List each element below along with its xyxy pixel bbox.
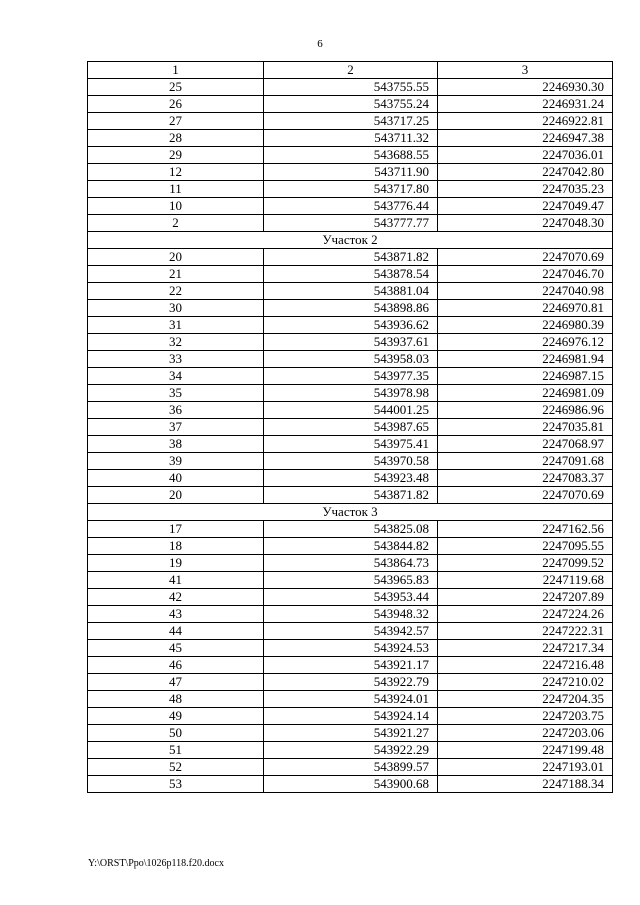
y-coordinate-cell: 2246970.81 bbox=[438, 300, 613, 317]
table-row bbox=[88, 334, 613, 351]
x-coordinate-cell: 543975.41 bbox=[264, 436, 438, 453]
x-coordinate-cell: 543717.25 bbox=[264, 113, 438, 130]
x-coordinate-cell: 543924.53 bbox=[264, 640, 438, 657]
section-label: Участок 3 bbox=[88, 504, 613, 521]
y-coordinate-cell: 2247203.75 bbox=[438, 708, 613, 725]
table-row bbox=[88, 266, 613, 283]
point-number-cell: 33 bbox=[88, 351, 264, 368]
y-coordinate-cell: 2247036.01 bbox=[438, 147, 613, 164]
section-header-row bbox=[88, 504, 613, 521]
x-coordinate-cell: 544001.25 bbox=[264, 402, 438, 419]
table-header-row bbox=[88, 62, 613, 79]
y-coordinate-cell: 2247188.34 bbox=[438, 776, 613, 793]
point-number-cell: 21 bbox=[88, 266, 264, 283]
point-number-cell: 30 bbox=[88, 300, 264, 317]
point-number-cell: 48 bbox=[88, 691, 264, 708]
y-coordinate-cell: 2246976.12 bbox=[438, 334, 613, 351]
point-number-cell: 32 bbox=[88, 334, 264, 351]
y-coordinate-cell: 2247207.89 bbox=[438, 589, 613, 606]
y-coordinate-cell: 2247042.80 bbox=[438, 164, 613, 181]
x-coordinate-cell: 543937.61 bbox=[264, 334, 438, 351]
y-coordinate-cell: 2247035.23 bbox=[438, 181, 613, 198]
y-coordinate-cell: 2247046.70 bbox=[438, 266, 613, 283]
table-body bbox=[88, 79, 613, 793]
x-coordinate-cell: 543921.27 bbox=[264, 725, 438, 742]
y-coordinate-cell: 2247217.34 bbox=[438, 640, 613, 657]
point-number-cell: 53 bbox=[88, 776, 264, 793]
y-coordinate-cell: 2247070.69 bbox=[438, 487, 613, 504]
table-row bbox=[88, 521, 613, 538]
x-coordinate-cell: 543922.29 bbox=[264, 742, 438, 759]
table-row bbox=[88, 657, 613, 674]
x-coordinate-cell: 543711.32 bbox=[264, 130, 438, 147]
table-row bbox=[88, 300, 613, 317]
y-coordinate-cell: 2247216.48 bbox=[438, 657, 613, 674]
y-coordinate-cell: 2247049.47 bbox=[438, 198, 613, 215]
y-coordinate-cell: 2246981.94 bbox=[438, 351, 613, 368]
point-number-cell: 31 bbox=[88, 317, 264, 334]
point-number-cell: 2 bbox=[88, 215, 264, 232]
point-number-cell: 20 bbox=[88, 249, 264, 266]
point-number-cell: 47 bbox=[88, 674, 264, 691]
y-coordinate-cell: 2246930.30 bbox=[438, 79, 613, 96]
table-row bbox=[88, 725, 613, 742]
x-coordinate-cell: 543898.86 bbox=[264, 300, 438, 317]
point-number-cell: 38 bbox=[88, 436, 264, 453]
table-row bbox=[88, 215, 613, 232]
x-coordinate-cell: 543923.48 bbox=[264, 470, 438, 487]
y-coordinate-cell: 2246947.38 bbox=[438, 130, 613, 147]
point-number-cell: 41 bbox=[88, 572, 264, 589]
x-coordinate-cell: 543958.03 bbox=[264, 351, 438, 368]
y-coordinate-cell: 2247040.98 bbox=[438, 283, 613, 300]
point-number-cell: 28 bbox=[88, 130, 264, 147]
x-coordinate-cell: 543924.01 bbox=[264, 691, 438, 708]
point-number-cell: 29 bbox=[88, 147, 264, 164]
point-number-cell: 27 bbox=[88, 113, 264, 130]
header-cell-1: 1 bbox=[88, 62, 264, 79]
header-cell-3: 3 bbox=[438, 62, 613, 79]
x-coordinate-cell: 543899.57 bbox=[264, 759, 438, 776]
point-number-cell: 51 bbox=[88, 742, 264, 759]
x-coordinate-cell: 543755.24 bbox=[264, 96, 438, 113]
x-coordinate-cell: 543871.82 bbox=[264, 249, 438, 266]
y-coordinate-cell: 2247199.48 bbox=[438, 742, 613, 759]
x-coordinate-cell: 543871.82 bbox=[264, 487, 438, 504]
point-number-cell: 20 bbox=[88, 487, 264, 504]
point-number-cell: 18 bbox=[88, 538, 264, 555]
x-coordinate-cell: 543711.90 bbox=[264, 164, 438, 181]
y-coordinate-cell: 2247095.55 bbox=[438, 538, 613, 555]
table-row bbox=[88, 402, 613, 419]
table-row bbox=[88, 487, 613, 504]
y-coordinate-cell: 2247222.31 bbox=[438, 623, 613, 640]
table-row bbox=[88, 589, 613, 606]
x-coordinate-cell: 543900.68 bbox=[264, 776, 438, 793]
y-coordinate-cell: 2247091.68 bbox=[438, 453, 613, 470]
y-coordinate-cell: 2247119.68 bbox=[438, 572, 613, 589]
x-coordinate-cell: 543825.08 bbox=[264, 521, 438, 538]
point-number-cell: 17 bbox=[88, 521, 264, 538]
table-row bbox=[88, 708, 613, 725]
y-coordinate-cell: 2247193.01 bbox=[438, 759, 613, 776]
point-number-cell: 26 bbox=[88, 96, 264, 113]
x-coordinate-cell: 543717.80 bbox=[264, 181, 438, 198]
x-coordinate-cell: 543970.58 bbox=[264, 453, 438, 470]
y-coordinate-cell: 2246987.15 bbox=[438, 368, 613, 385]
table-row bbox=[88, 640, 613, 657]
y-coordinate-cell: 2247224.26 bbox=[438, 606, 613, 623]
table-row bbox=[88, 470, 613, 487]
header-cell-2: 2 bbox=[264, 62, 438, 79]
x-coordinate-cell: 543924.14 bbox=[264, 708, 438, 725]
x-coordinate-cell: 543953.44 bbox=[264, 589, 438, 606]
table-row bbox=[88, 181, 613, 198]
y-coordinate-cell: 2247162.56 bbox=[438, 521, 613, 538]
y-coordinate-cell: 2246981.09 bbox=[438, 385, 613, 402]
page-number: 6 bbox=[317, 38, 323, 50]
table-row bbox=[88, 555, 613, 572]
point-number-cell: 34 bbox=[88, 368, 264, 385]
point-number-cell: 36 bbox=[88, 402, 264, 419]
point-number-cell: 39 bbox=[88, 453, 264, 470]
coordinates-table bbox=[87, 61, 613, 793]
point-number-cell: 52 bbox=[88, 759, 264, 776]
x-coordinate-cell: 543777.77 bbox=[264, 215, 438, 232]
y-coordinate-cell: 2247204.35 bbox=[438, 691, 613, 708]
point-number-cell: 44 bbox=[88, 623, 264, 640]
x-coordinate-cell: 543878.54 bbox=[264, 266, 438, 283]
y-coordinate-cell: 2247083.37 bbox=[438, 470, 613, 487]
y-coordinate-cell: 2246922.81 bbox=[438, 113, 613, 130]
point-number-cell: 42 bbox=[88, 589, 264, 606]
file-path-footer: Y:\ORST\Ppo\1026p118.f20.docx bbox=[88, 858, 224, 869]
table-row bbox=[88, 674, 613, 691]
y-coordinate-cell: 2247210.02 bbox=[438, 674, 613, 691]
x-coordinate-cell: 543922.79 bbox=[264, 674, 438, 691]
point-number-cell: 45 bbox=[88, 640, 264, 657]
point-number-cell: 10 bbox=[88, 198, 264, 215]
x-coordinate-cell: 543921.17 bbox=[264, 657, 438, 674]
y-coordinate-cell: 2246931.24 bbox=[438, 96, 613, 113]
point-number-cell: 46 bbox=[88, 657, 264, 674]
table-row bbox=[88, 776, 613, 793]
table-row bbox=[88, 606, 613, 623]
table-row bbox=[88, 419, 613, 436]
table-row bbox=[88, 368, 613, 385]
point-number-cell: 25 bbox=[88, 79, 264, 96]
x-coordinate-cell: 543987.65 bbox=[264, 419, 438, 436]
y-coordinate-cell: 2247035.81 bbox=[438, 419, 613, 436]
point-number-cell: 50 bbox=[88, 725, 264, 742]
table-row bbox=[88, 742, 613, 759]
table-row bbox=[88, 147, 613, 164]
point-number-cell: 19 bbox=[88, 555, 264, 572]
x-coordinate-cell: 543965.83 bbox=[264, 572, 438, 589]
x-coordinate-cell: 543881.04 bbox=[264, 283, 438, 300]
table-row bbox=[88, 79, 613, 96]
y-coordinate-cell: 2246980.39 bbox=[438, 317, 613, 334]
table-row bbox=[88, 572, 613, 589]
table-row bbox=[88, 691, 613, 708]
point-number-cell: 11 bbox=[88, 181, 264, 198]
y-coordinate-cell: 2247099.52 bbox=[438, 555, 613, 572]
point-number-cell: 43 bbox=[88, 606, 264, 623]
x-coordinate-cell: 543688.55 bbox=[264, 147, 438, 164]
table-row bbox=[88, 436, 613, 453]
y-coordinate-cell: 2247048.30 bbox=[438, 215, 613, 232]
x-coordinate-cell: 543948.32 bbox=[264, 606, 438, 623]
table-row bbox=[88, 96, 613, 113]
table-row bbox=[88, 385, 613, 402]
x-coordinate-cell: 543776.44 bbox=[264, 198, 438, 215]
table-row bbox=[88, 317, 613, 334]
table-row bbox=[88, 164, 613, 181]
table-row bbox=[88, 113, 613, 130]
section-label: Участок 2 bbox=[88, 232, 613, 249]
x-coordinate-cell: 543942.57 bbox=[264, 623, 438, 640]
table-row bbox=[88, 759, 613, 776]
x-coordinate-cell: 543978.98 bbox=[264, 385, 438, 402]
x-coordinate-cell: 543864.73 bbox=[264, 555, 438, 572]
point-number-cell: 12 bbox=[88, 164, 264, 181]
table-row bbox=[88, 198, 613, 215]
table-row bbox=[88, 283, 613, 300]
point-number-cell: 35 bbox=[88, 385, 264, 402]
section-header-row bbox=[88, 232, 613, 249]
point-number-cell: 37 bbox=[88, 419, 264, 436]
x-coordinate-cell: 543936.62 bbox=[264, 317, 438, 334]
y-coordinate-cell: 2247068.97 bbox=[438, 436, 613, 453]
point-number-cell: 49 bbox=[88, 708, 264, 725]
table-row bbox=[88, 623, 613, 640]
table-row bbox=[88, 249, 613, 266]
x-coordinate-cell: 543755.55 bbox=[264, 79, 438, 96]
point-number-cell: 22 bbox=[88, 283, 264, 300]
x-coordinate-cell: 543844.82 bbox=[264, 538, 438, 555]
y-coordinate-cell: 2247070.69 bbox=[438, 249, 613, 266]
table-row bbox=[88, 130, 613, 147]
y-coordinate-cell: 2246986.96 bbox=[438, 402, 613, 419]
table-row bbox=[88, 453, 613, 470]
point-number-cell: 40 bbox=[88, 470, 264, 487]
table-row bbox=[88, 538, 613, 555]
x-coordinate-cell: 543977.35 bbox=[264, 368, 438, 385]
y-coordinate-cell: 2247203.06 bbox=[438, 725, 613, 742]
table-row bbox=[88, 351, 613, 368]
